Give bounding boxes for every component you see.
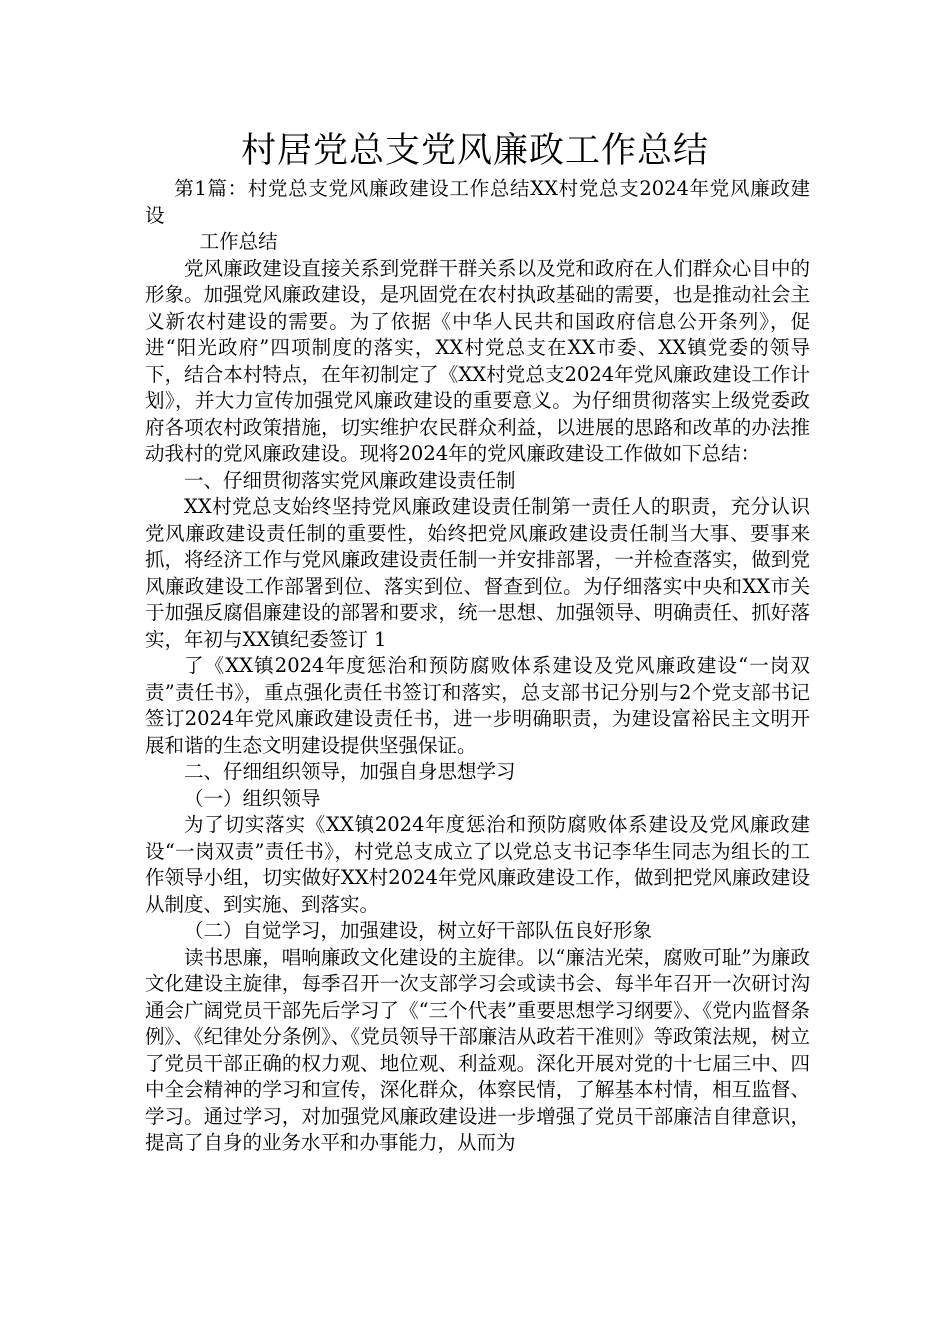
subsection-heading: （二）自觉学习，加强建设，树立好干部队伍良好形象	[184, 919, 653, 942]
document-body	[145, 176, 810, 1157]
document-title: 村居党总支党风廉政工作总结	[240, 131, 709, 171]
section-heading: 二、仔细组织领导，加强自身思想学习	[184, 760, 516, 783]
paragraph-subheading: 工作总结	[199, 230, 278, 253]
paragraph: 为了切实落实《XX镇2024年度惩治和预防腐败体系建设及党风廉政建设“一岗双责”责任书》，村党总支成立了以党总支书记李华生同志为组长的工作领导小组，切实做好XX村2024年党风廉政建设工作，做到把党风廉政建设从制度、到实施、到落实。	[145, 813, 810, 916]
paragraph: XX村党总支始终坚持党风廉政建设责任制第一责任人的职责，充分认识党风廉政建设责任制的重要性，始终把党风廉政建设责任制当大事、要事来抓，将经济工作与党风廉政建设责任制一并安排部署，一并检查落实，做到党风廉政建设工作部署到位、落实到位、督查到位。为仔细落实中央和XX市关于加强反腐倡廉建设的部署和要求，统一思想、加强领导、明确责任、抓好落实，年初与XX镇纪委签订 1	[145, 495, 810, 651]
subsection-heading: （一）组织领导	[184, 786, 321, 810]
section-heading: 一、仔细贯彻落实党风廉政建设责任制	[184, 468, 516, 492]
paragraph-heading: 第1篇：村党总支党风廉政建设工作总结XX村党总支2024年党风廉政建设	[145, 177, 810, 227]
paragraph: 读书思廉，唱响廉政文化建设的主旋律。以“廉洁光荣，腐败可耻”为廉政文化建设主旋律，每季召开一次支部学习会或读书会、每半年召开一次研讨沟通会广阔党员干部先后学习了《“三个代表”重要思想学习纲要》、《党内监督条例》、《纪律处分条例》、《党员领导干部廉洁从政若干准则》等政策法规，树立了党员干部正确的权力观、地位观、利益观。深化开展对党的十七届三中、四中全会精神的学习和宣传，深化群众，体察民情，了解基本村情，相互监督、学习。通过学习，对加强党风廉政建设进一步增强了党员干部廉洁自律意识，提高了自身的业务水平和办事能力，从而为	[145, 945, 810, 1154]
paragraph: 党风廉政建设直接关系到党群干群关系以及党和政府在人们群众心目中的形象。加强党风廉政建设，是巩固党在农村执政基础的需要，也是推动社会主义新农村建设的需要。为了依据《中华人民共和国政府信息公开条列》，促进“阳光政府”四项制度的落实，XX村党总支在XX市委、XX镇党委的领导下，结合本村特点，在年初制定了《XX村党总支2024年党风廉政建设工作计划》，并大力宣传加强党风廉政建设的重要意义。为仔细贯彻落实上级党委政府各项农村政策措施，切实维护农民群众利益，以进展的思路和改革的办法推动我村的党风廉政建设。现将2024年的党风廉政建设工作做如下总结：	[145, 256, 810, 465]
paragraph: 了《XX镇2024年度惩治和预防腐败体系建设及党风廉政建设“一岗双责”责任书》，重点强化责任书签订和落实，总支部书记分别与2个党支部书记签订2024年党风廉政建设责任书，进一步明确职责，为建设富裕民主文明开展和谐的生态文明建设提供坚强保证。	[145, 654, 810, 757]
